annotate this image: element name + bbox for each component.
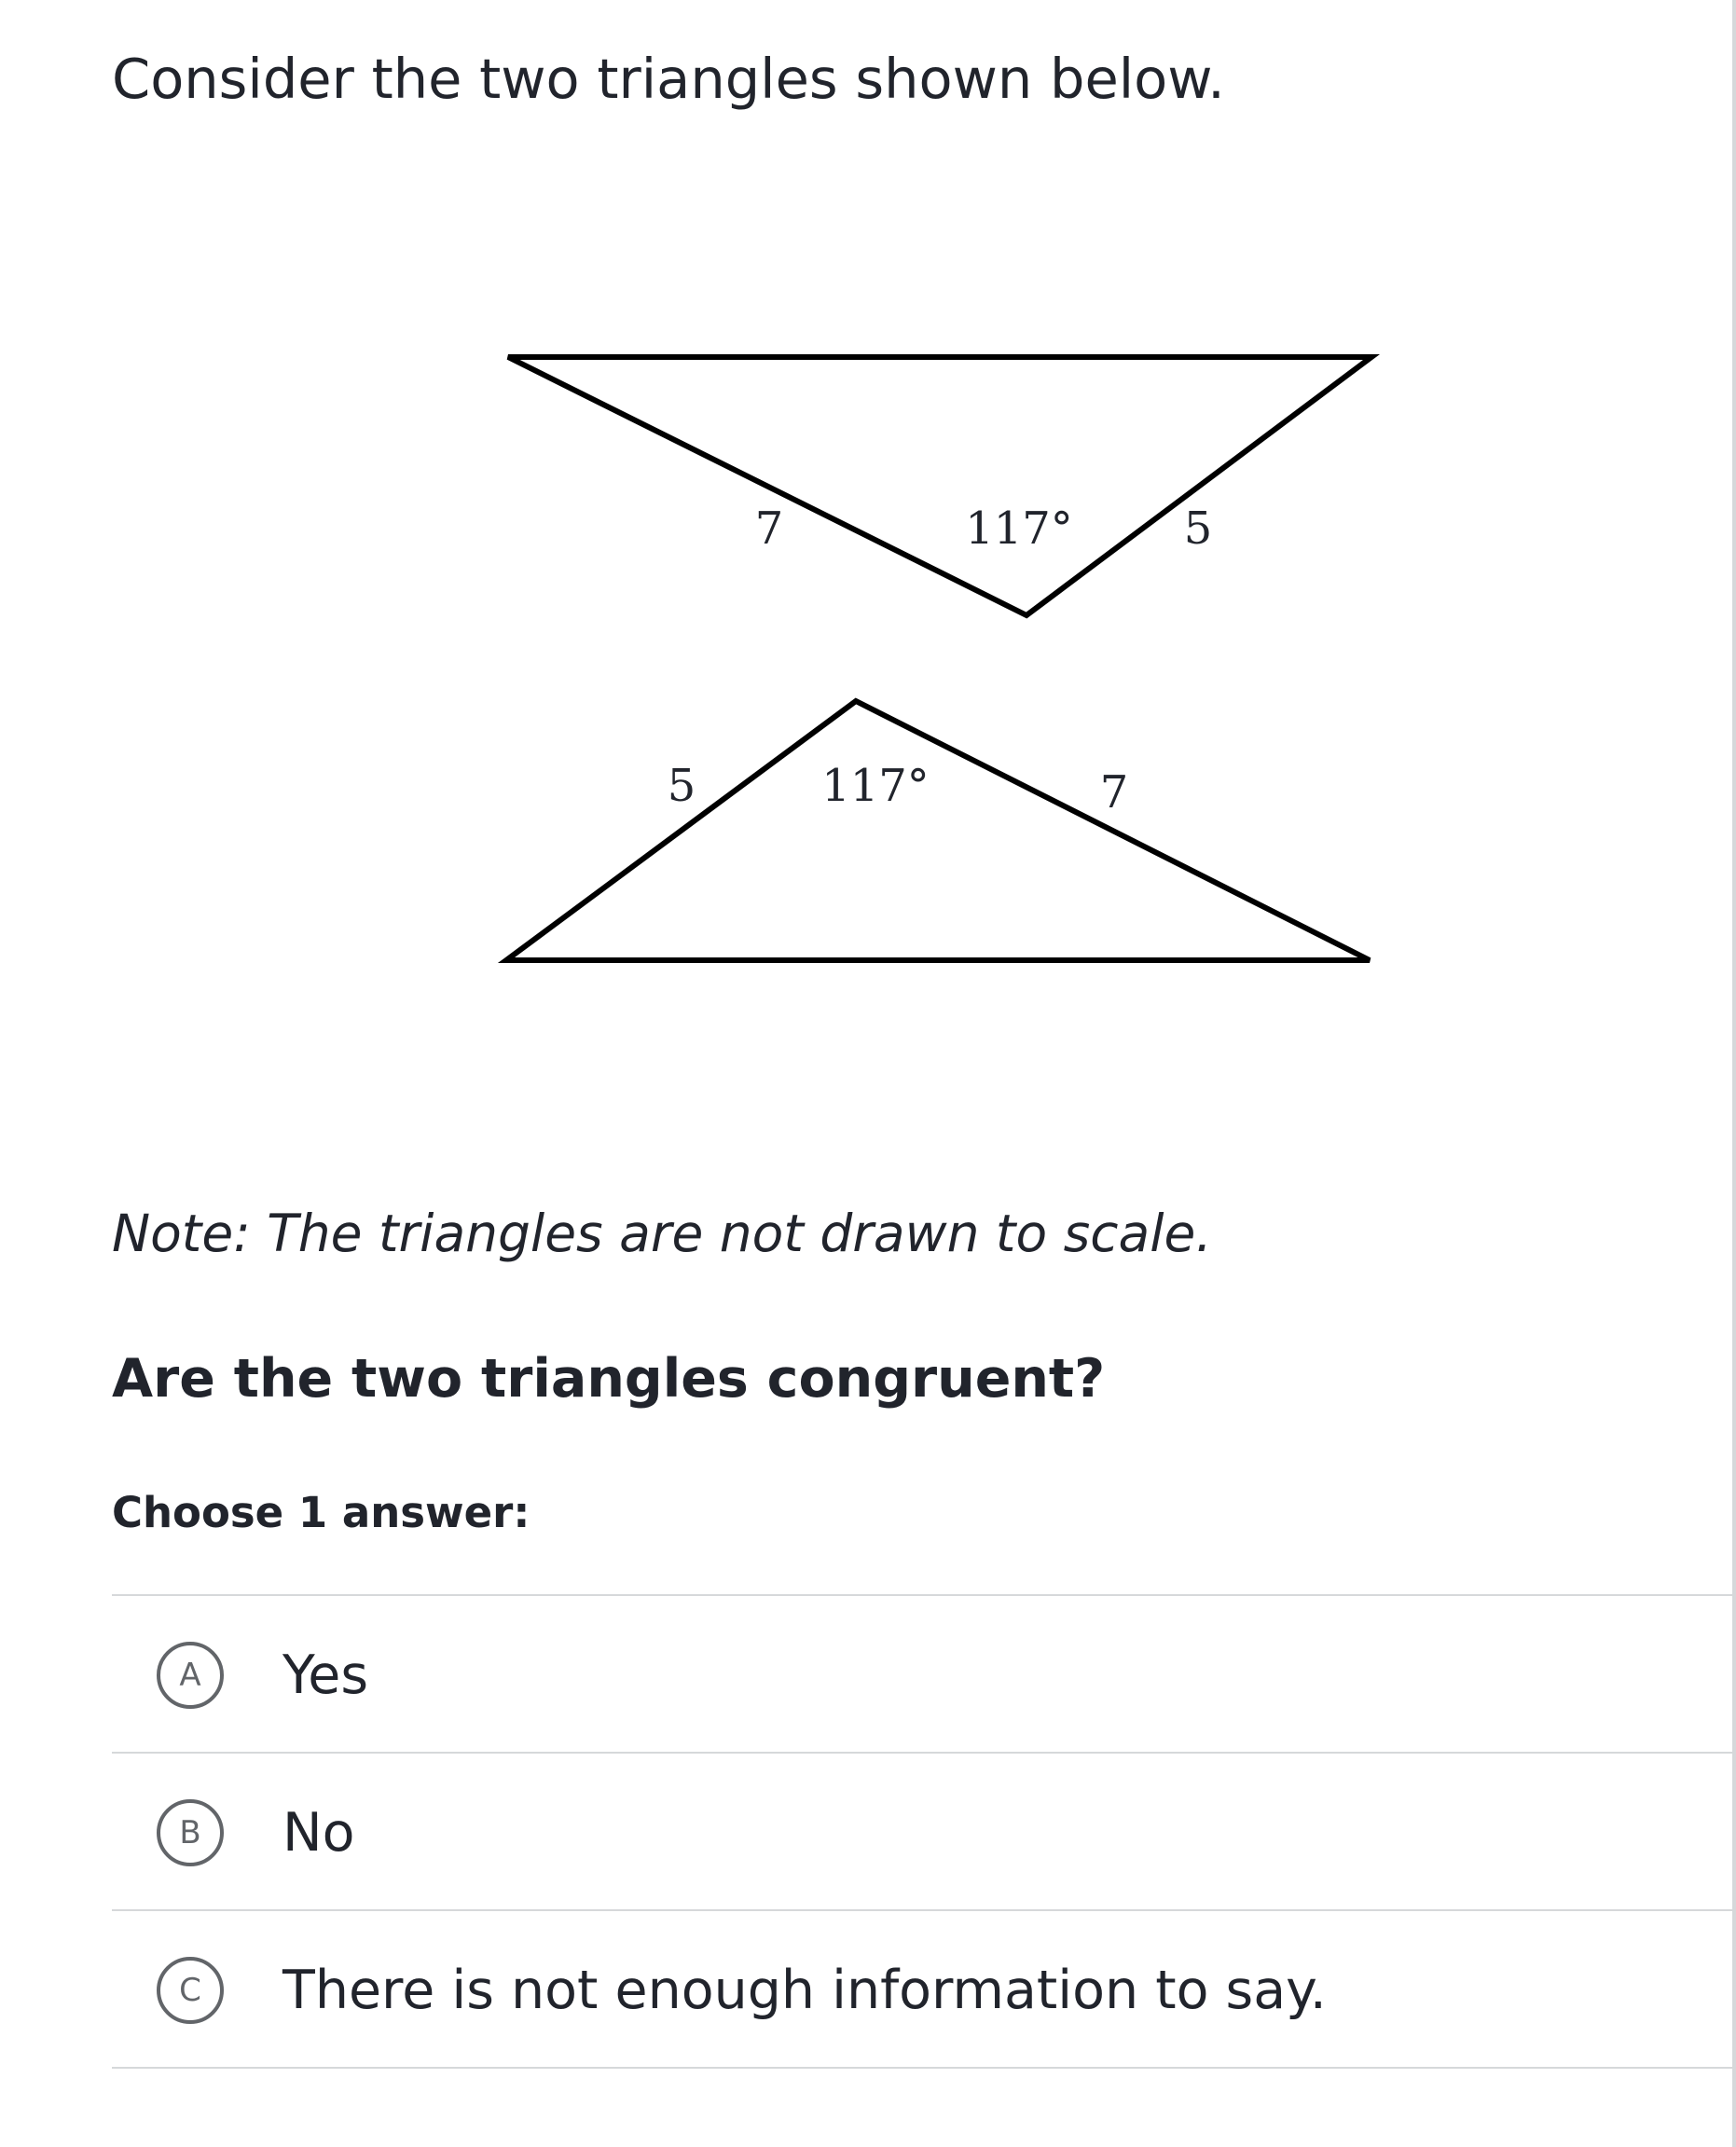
choice-c[interactable]	[112, 1911, 1736, 2069]
top-triangle-side-left-label: 7	[754, 502, 784, 555]
bottom-triangle-angle-label: 117°	[821, 760, 930, 812]
choose-label: Choose 1 answer:	[112, 1488, 530, 1537]
top-triangle-angle-label: 117°	[965, 502, 1073, 555]
choice-a-radio[interactable]: A	[157, 1642, 224, 1709]
question-intro: Consider the two triangles shown below.	[112, 47, 1225, 111]
scale-note: Note: The triangles are not drawn to scale.	[112, 1204, 1212, 1263]
top-triangle-side-right-label: 5	[1183, 502, 1213, 555]
bottom-triangle	[506, 701, 1370, 960]
bottom-triangle-side-left-label: 5	[667, 760, 696, 812]
choice-c-radio[interactable]: C	[157, 1957, 224, 2024]
choice-a-label: Yes	[282, 1645, 369, 1706]
choice-a[interactable]	[112, 1596, 1736, 1754]
top-triangle	[508, 357, 1371, 615]
choice-b[interactable]	[112, 1754, 1736, 1911]
answer-choices	[112, 1594, 1736, 2069]
triangles-figure	[0, 0, 1736, 1025]
choice-b-radio[interactable]: B	[157, 1799, 224, 1866]
bottom-triangle-side-right-label: 7	[1099, 766, 1129, 819]
choice-c-label: There is not enough information to say.	[282, 1960, 1327, 2021]
choice-b-label: No	[282, 1802, 355, 1864]
question-prompt: Are the two triangles congruent?	[112, 1348, 1106, 1410]
